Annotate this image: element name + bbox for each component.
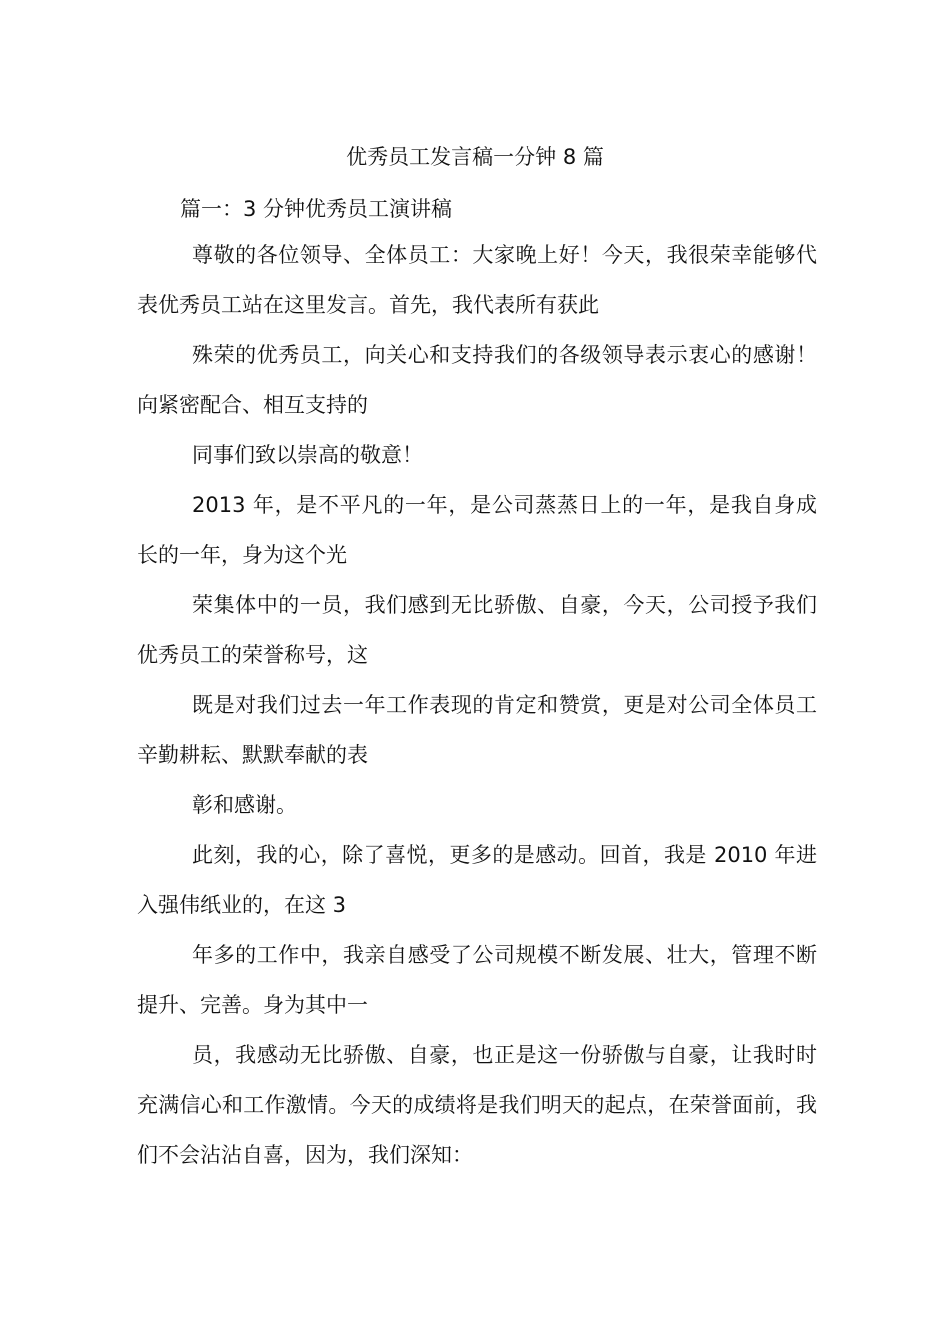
paragraph: 尊敬的各位领导、全体员工：大家晚上好！今天，我很荣幸能够代表优秀员工站在这里发言。首先，我代表所有获此: [137, 243, 817, 317]
paragraph: 此刻，我的心，除了喜悦，更多的是感动。回首，我是 2010 年进入强伟纸业的，在这 3: [137, 843, 817, 917]
paragraph: 同事们致以崇高的敬意！: [192, 443, 423, 467]
paragraph: 殊荣的优秀员工，向关心和支持我们的各级领导表示衷心的感谢！向紧密配合、相互支持的: [137, 343, 817, 417]
paragraph: 荣集体中的一员，我们感到无比骄傲、自豪，今天，公司授予我们优秀员工的荣誉称号，这: [137, 593, 817, 667]
paragraph: 2013 年，是不平凡的一年，是公司蒸蒸日上的一年，是我自身成长的一年，身为这个光: [137, 493, 817, 567]
paragraph: 员，我感动无比骄傲、自豪，也正是这一份骄傲与自豪，让我时时充满信心和工作激情。今天的成绩将是我们明天的起点，在荣誉面前，我们不会沾沾自喜，因为，我们深知：: [137, 1043, 817, 1167]
section-heading: 篇一：3 分钟优秀员工演讲稿: [180, 197, 453, 221]
paragraph: 彰和感谢。: [192, 793, 297, 817]
paragraph: 既是对我们过去一年工作表现的肯定和赞赏，更是对公司全体员工辛勤耕耘、默默奉献的表: [137, 693, 817, 767]
document-title: 优秀员工发言稿一分钟 8 篇: [346, 145, 604, 169]
paragraph: 年多的工作中，我亲自感受了公司规模不断发展、壮大，管理不断提升、完善。身为其中一: [137, 943, 817, 1017]
